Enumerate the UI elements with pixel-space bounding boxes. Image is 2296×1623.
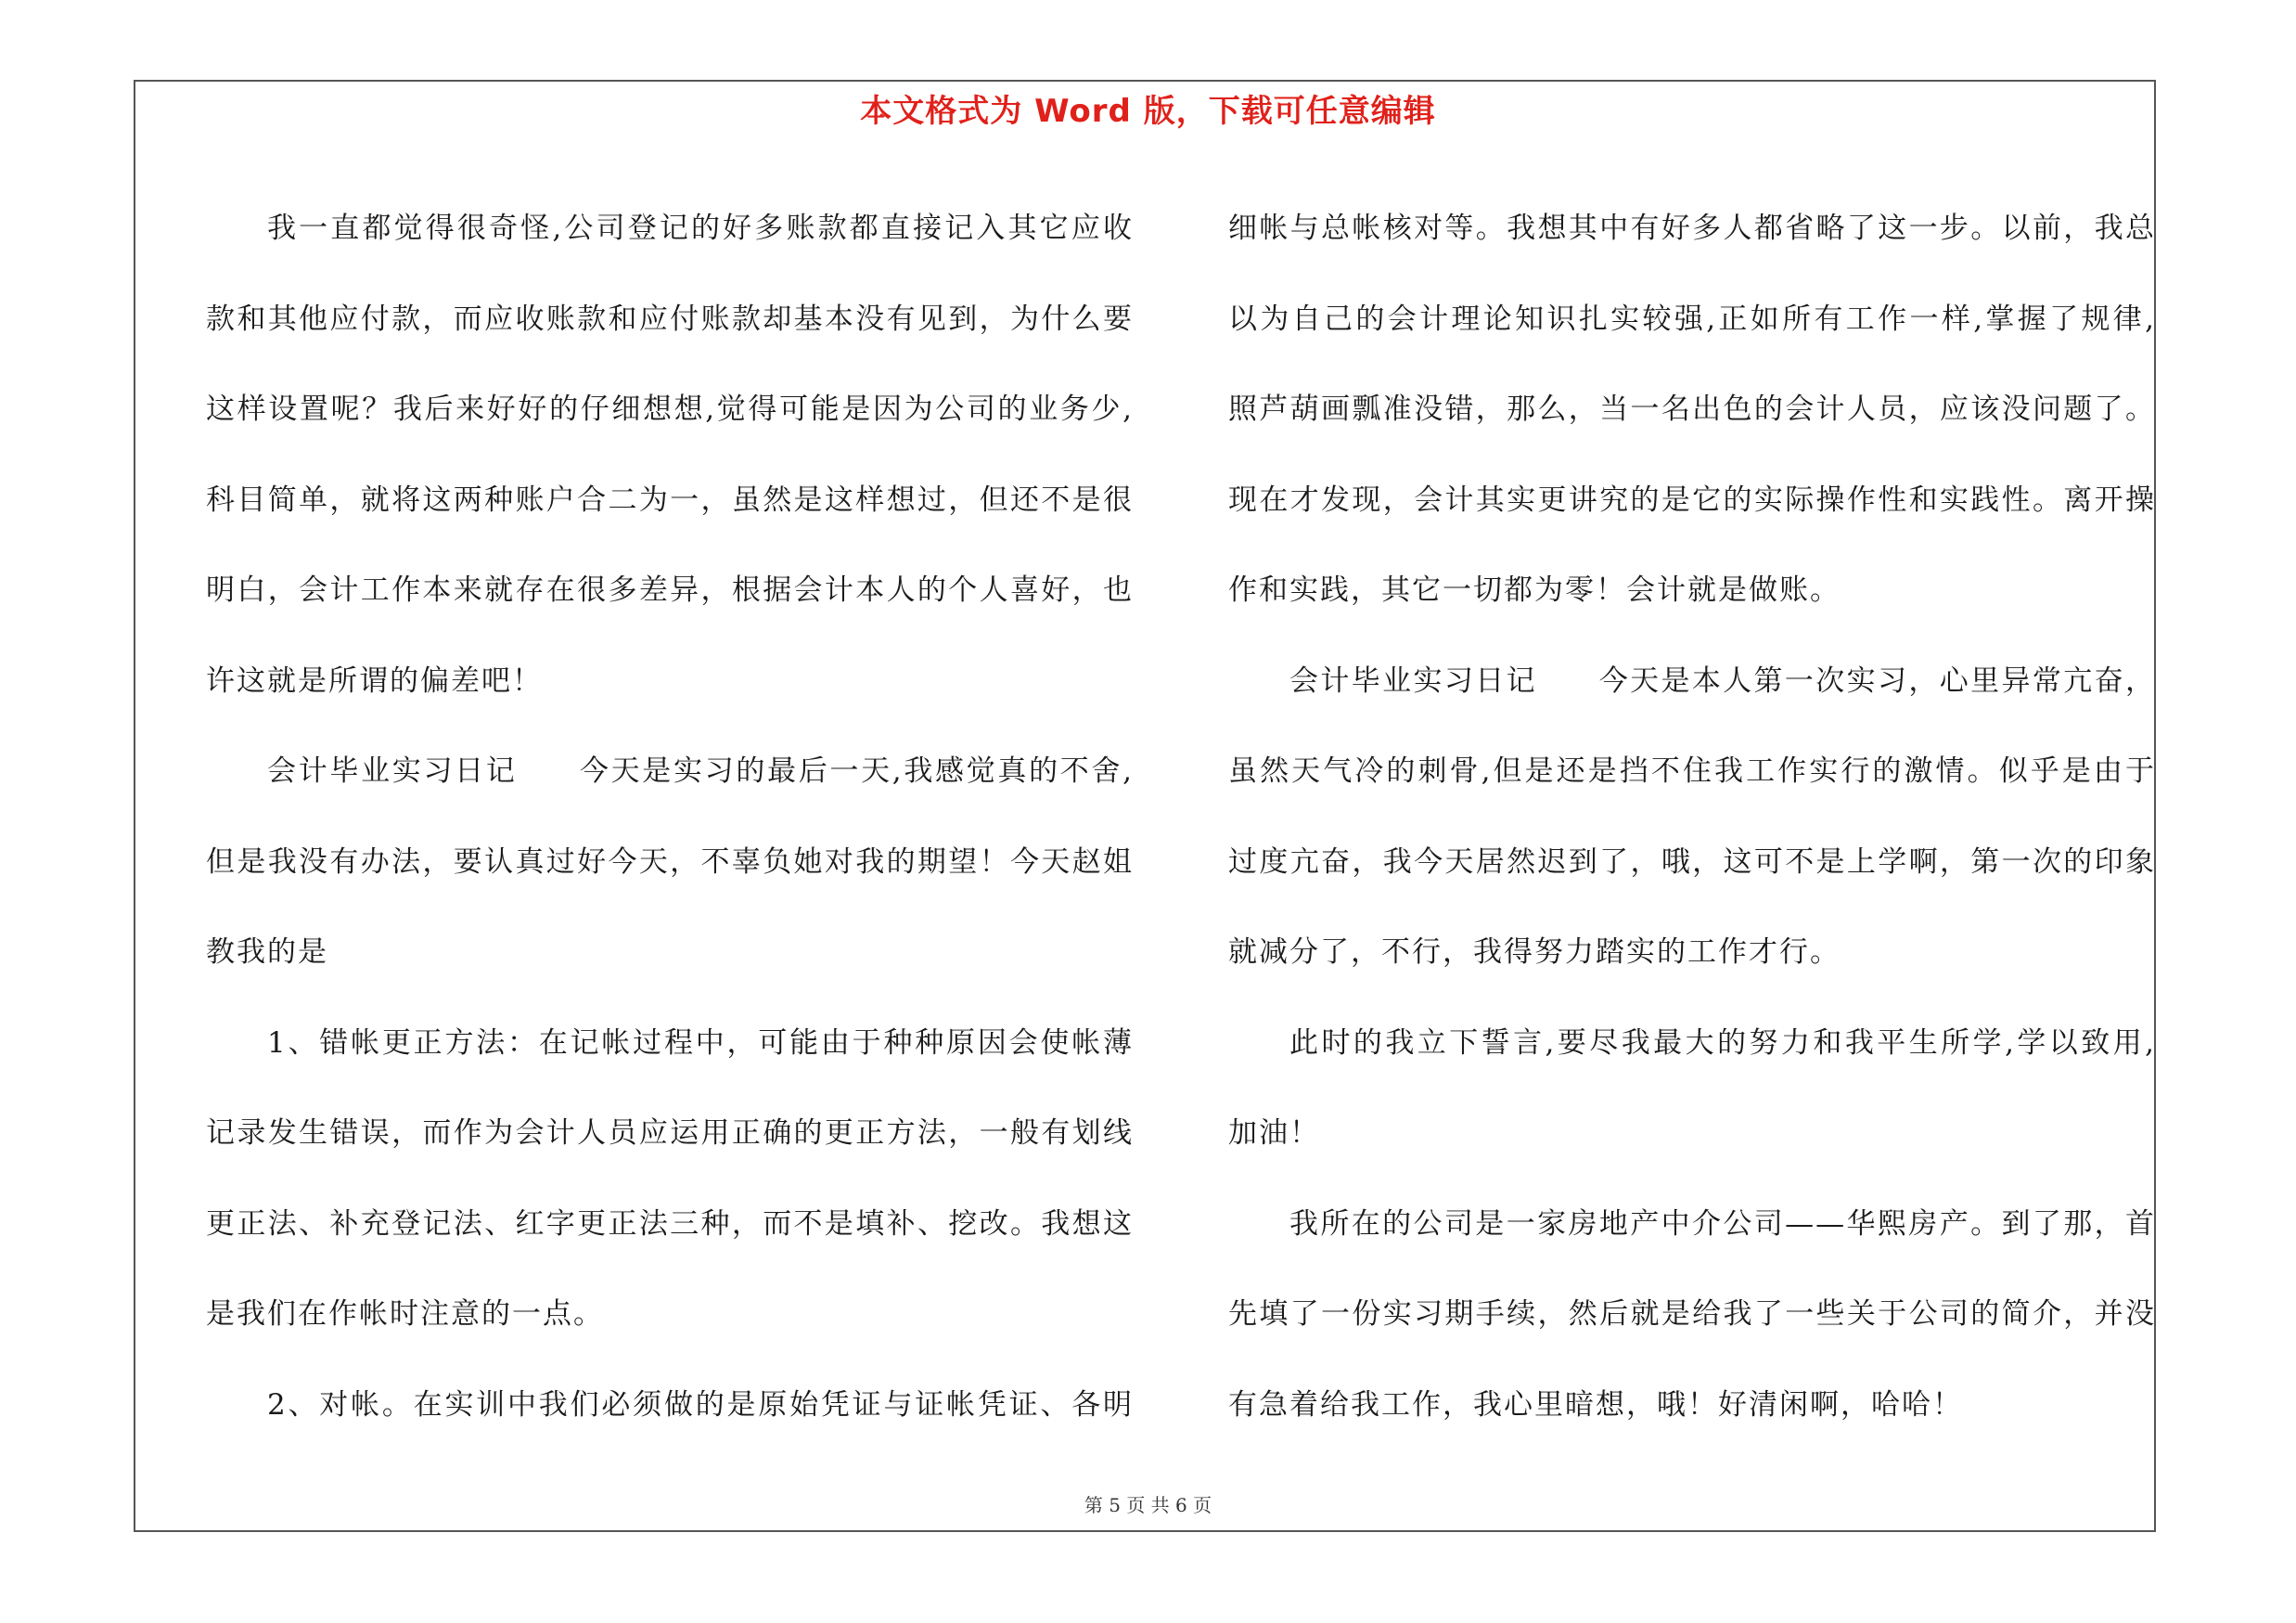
text-line: 款和其他应付款，而应收账款和应付账款却基本没有见到，为什么要 bbox=[206, 302, 1134, 336]
text-line: 过度亢奋，我今天居然迟到了，哦，这可不是上学啊，第一次的印象 bbox=[1228, 844, 2156, 879]
right-column bbox=[1228, 184, 2156, 1450]
left-column bbox=[206, 184, 1134, 1450]
text-line: 我一直都觉得很奇怪,公司登记的好多账款都直接记入其它应收 bbox=[267, 212, 1134, 245]
text-line: 2、对帐。在实训中我们必须做的是原始凭证与证帐凭证、各明 bbox=[267, 1387, 1134, 1422]
text-line: 照芦葫画瓢准没错，那么，当一名出色的会计人员，应该没问题了。 bbox=[1228, 393, 2156, 426]
paragraph bbox=[206, 184, 1134, 727]
text-line: 记录发生错误，而作为会计人员应运用正确的更正方法，一般有划线 bbox=[206, 1116, 1134, 1150]
text-line: 先填了一份实习期手续，然后就是给我了一些关于公司的简介，并没 bbox=[1228, 1297, 2156, 1331]
document-header-title: 本文格式为 Word 版，下载可任意编辑 bbox=[860, 93, 1436, 130]
text-line: 我所在的公司是一家房地产中介公司——华熙房产。到了那，首 bbox=[1289, 1206, 2156, 1241]
text-line: 许这就是所谓的偏差吧！ bbox=[206, 663, 543, 698]
text-line: 会计毕业实习日记 今天是本人第一次实习，心里异常亢奋， bbox=[1289, 663, 2156, 698]
text-line: 明白，会计工作本来就存在很多差异，根据会计本人的个人喜好，也 bbox=[206, 573, 1134, 607]
text-line: 1、错帐更正方法：在记帐过程中，可能由于种种原因会使帐薄 bbox=[267, 1025, 1134, 1060]
text-line: 加油！ bbox=[1228, 1116, 1320, 1150]
paragraph bbox=[1228, 998, 2156, 1179]
paragraph bbox=[1228, 1179, 2156, 1451]
text-line: 虽然天气冷的刺骨,但是还是挡不住我工作实行的激情。似乎是由于 bbox=[1228, 754, 2156, 788]
text-line: 作和实践，其它一切都为零！会计就是做账。 bbox=[1228, 573, 1841, 607]
text-line: 现在才发现，会计其实更讲究的是它的实际操作性和实践性。离开操 bbox=[1228, 483, 2156, 517]
text-line: 是我们在作帐时注意的一点。 bbox=[206, 1297, 604, 1331]
text-line: 有急着给我工作，我心里暗想，哦！好清闲啊，哈哈！ bbox=[1228, 1387, 1963, 1422]
text-line: 以为自己的会计理论知识扎实较强,正如所有工作一样,掌握了规律, bbox=[1228, 302, 2156, 336]
text-line: 这样设置呢？我后来好好的仔细想想,觉得可能是因为公司的业务少, bbox=[206, 393, 1134, 426]
paragraph bbox=[206, 727, 1134, 998]
text-line: 会计毕业实习日记 今天是实习的最后一天,我感觉真的不舍, bbox=[267, 754, 1134, 788]
text-line: 就减分了，不行，我得努力踏实的工作才行。 bbox=[1228, 935, 1841, 969]
page-number-footer: 第 5 页 共 6 页 bbox=[1084, 1494, 1212, 1516]
paragraph bbox=[206, 1360, 1134, 1451]
text-line: 科目简单，就将这两种账户合二为一，虽然是这样想过，但还不是很 bbox=[206, 483, 1134, 517]
text-line: 教我的是 bbox=[206, 935, 328, 969]
text-line: 细帐与总帐核对等。我想其中有好多人都省略了这一步。以前，我总 bbox=[1228, 212, 2156, 245]
text-line: 此时的我立下誓言,要尽我最大的努力和我平生所学,学以致用, bbox=[1289, 1025, 2156, 1060]
text-line: 更正法、补充登记法、红字更正法三种，而不是填补、挖改。我想这 bbox=[206, 1206, 1134, 1241]
paragraph bbox=[1228, 184, 2156, 637]
paragraph bbox=[1228, 637, 2156, 998]
paragraph bbox=[206, 998, 1134, 1360]
text-line: 但是我没有办法，要认真过好今天，不辜负她对我的期望！今天赵姐 bbox=[206, 844, 1134, 879]
